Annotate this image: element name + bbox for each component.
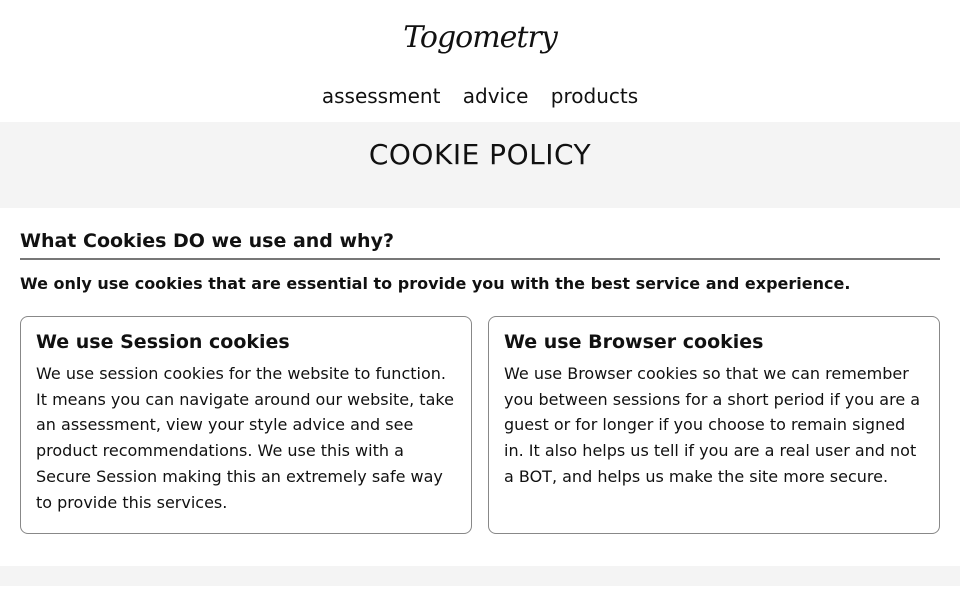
nav-item-assessment[interactable]: assessment <box>321 84 441 108</box>
page-title: COOKIE POLICY <box>368 138 592 171</box>
nav-item-advice[interactable]: advice <box>462 84 529 108</box>
session-cookies-card <box>20 316 472 534</box>
section-title: What Cookies DO we use and why? <box>20 230 394 252</box>
nav-item-products[interactable]: products <box>550 84 639 108</box>
section-divider <box>20 258 940 260</box>
card-body: We use session cookies for the website to function. It means you can navigate around our website, take an assessment, view your style advice and see product recommendations. We use this with a Secure Session making this an extremely safe way to provide this services. <box>36 364 454 512</box>
footer-band <box>0 566 960 586</box>
cookie-content <box>0 208 960 534</box>
page-banner <box>0 122 960 208</box>
site-header <box>0 0 960 122</box>
card-title: We use Session cookies <box>36 331 290 353</box>
main-nav <box>0 84 960 108</box>
section-intro: We only use cookies that are essential to provide you with the best service and experience. <box>20 274 851 293</box>
brand-logo[interactable]: Togometry <box>403 20 557 55</box>
browser-cookies-card <box>488 316 940 534</box>
card-title: We use Browser cookies <box>504 331 764 353</box>
cookie-cards <box>20 316 940 534</box>
card-body: We use Browser cookies so that we can remember you between sessions for a short period if you are a guest or for longer if you choose to remain signed in. It also helps us tell if you are a real user and not a BOT, and helps us make the site more secure. <box>504 364 921 486</box>
